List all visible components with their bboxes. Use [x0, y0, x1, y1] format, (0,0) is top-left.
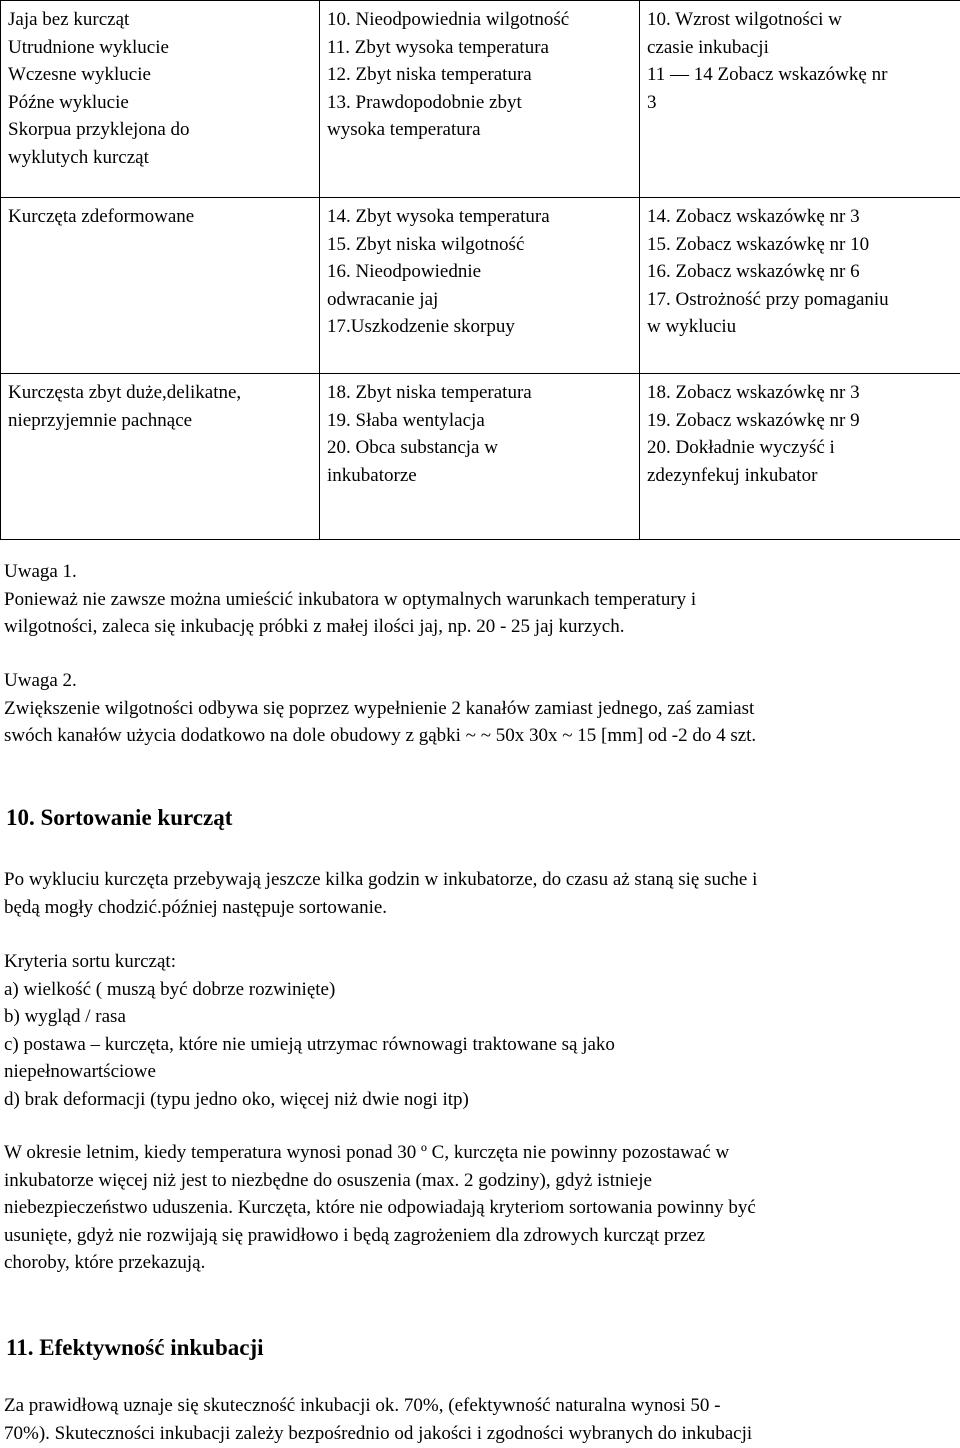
list-item: c) postawa – kurczęta, które nie umieją utrzymac równowagi traktowane są jako: [4, 1033, 615, 1055]
note-2: [4, 667, 960, 750]
paragraph-line: choroby, które przekazują.: [4, 1252, 206, 1273]
paragraph-line: Po wykluciu kurczęta przebywają jeszcze kilka godzin w inkubatorze, do czasu aż staną się suche i: [4, 869, 758, 890]
sorting-criteria-list: [4, 948, 960, 1113]
list-item: d) brak deformacji (typu jedno oko, więcej niż dwie nogi itp): [4, 1088, 469, 1110]
section-10-heading: 10. Sortowanie kurcząt: [6, 805, 233, 830]
paragraph-line: Za prawidłową uznaje się skuteczność inkubacji ok. 70%, (efektywność naturalna wynosi 50 -: [4, 1395, 721, 1416]
section-10-intro: [4, 866, 960, 921]
note-2-line: swóch kanałów użycia dodatkowo na dole obudowy z gąbki ~ ~ 50x 30x ~ 15 [mm] od -2 do 4 szt.: [4, 725, 757, 746]
note-1-title: Uwaga 1.: [4, 561, 77, 582]
symptom-cell: Kurczęta zdeformowane: [1, 198, 320, 374]
remedy-cell: 10. Wzrost wilgotności w czasie inkubacji 11 — 14 Zobacz wskazówkę nr 3: [640, 1, 960, 198]
troubleshooting-table: [0, 0, 960, 540]
paragraph-line: niebezpieczeństwo uduszenia. Kurczęta, które nie odpowiadają kryteriom sortowania powinny być: [4, 1197, 756, 1218]
table-row: [1, 374, 960, 540]
paragraph-line: usunięte, gdyż nie rozwijają się prawidłowo i będą zagrożeniem dla zdrowych kurcząt przez: [4, 1224, 706, 1246]
note-2-line: Zwiększenie wilgotności odbywa się poprzez wypełnienie 2 kanałów zamiast jednego, zaś zamiast: [4, 697, 755, 719]
note-1: [4, 558, 960, 641]
note-1-line: wilgotności, zaleca się inkubację próbki z małej ilości jaj, np. 20 - 25 jaj kurzych.: [4, 616, 625, 637]
table-row: [1, 1, 960, 198]
symptom-cell: Kurczęsta zbyt duże,delikatne, nieprzyjemnie pachnące: [1, 374, 320, 540]
causes-cell: 14. Zbyt wysoka temperatura 15. Zbyt niska wilgotność 16. Nieodpowiednie odwracanie jaj 17.Uszkodzenie skorpuy: [320, 198, 640, 374]
note-2-title: Uwaga 2.: [4, 670, 77, 691]
paragraph-line: będą mogły chodzić.później następuje sortowanie.: [4, 896, 388, 918]
list-item: a) wielkość ( muszą być dobrze rozwinięte): [4, 978, 336, 1000]
causes-cell: 18. Zbyt niska temperatura 19. Słaba wentylacja 20. Obca substancja w inkubatorze: [320, 374, 640, 540]
table-row: [1, 198, 960, 374]
remedy-cell: 14. Zobacz wskazówkę nr 3 15. Zobacz wskazówkę nr 10 16. Zobacz wskazówkę nr 6 17. Ostrożność przy pomaganiu w wykluciu: [640, 198, 960, 374]
remedy-cell: 18. Zobacz wskazówkę nr 3 19. Zobacz wskazówkę nr 9 20. Dokładnie wyczyść i zdezynfekuj inkubator: [640, 374, 960, 540]
causes-cell: 10. Nieodpowiednia wilgotność 11. Zbyt wysoka temperatura 12. Zbyt niska temperatura 13. Prawdopodobnie zbyt wysoka temperatura: [320, 1, 640, 198]
symptom-cell: Jaja bez kurcząt Utrudnione wyklucie Wczesne wyklucie Późne wyklucie Skorpua przyklejona do wyklutych kurcząt: [1, 1, 320, 198]
paragraph-line: inkubatorze więcej niż jest to niezbędne do osuszenia (max. 2 godziny), gdyż istnieje: [4, 1169, 652, 1191]
note-1-line: Ponieważ nie zawsze można umieścić inkubatora w optymalnych warunkach temperatury i: [4, 588, 697, 610]
section-11-heading: 11. Efektywność inkubacji: [6, 1335, 264, 1360]
paragraph-line: W okresie letnim, kiedy temperatura wynosi ponad 30 º C, kurczęta nie powinny pozostawać w: [4, 1142, 730, 1163]
list-item: b) wygląd / rasa: [4, 1006, 126, 1027]
list-item: niepełnowartściowe: [4, 1061, 156, 1082]
paragraph-line: 70%). Skuteczności inkubacji zależy bezpośrednio od jakości i zgodności wybranych do inkubacji: [4, 1422, 753, 1444]
summer-paragraph: [4, 1139, 960, 1277]
criteria-title: Kryteria sortu kurcząt:: [4, 951, 176, 972]
section-11-paragraph: [4, 1392, 960, 1447]
